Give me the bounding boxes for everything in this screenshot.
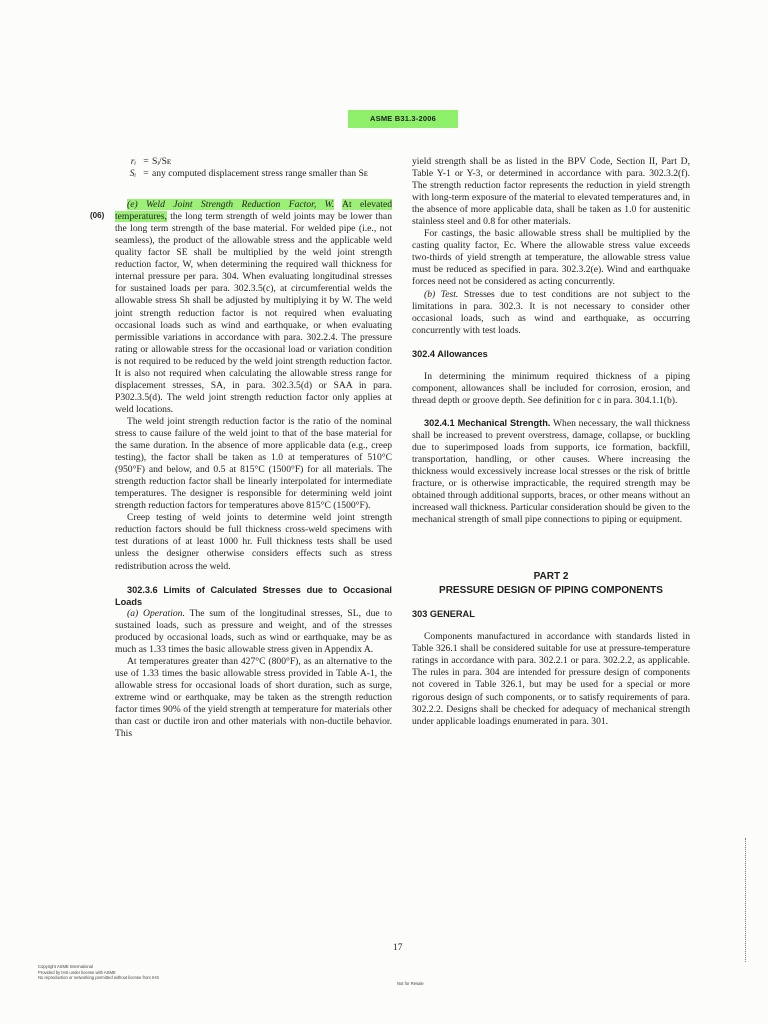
paragraph-allowances: In determining the minimum required thickness of a piping component, allowances shall be included for corrosion, erosion, and thread depth or groove depth. See definition for c in para. 304.1.1(b).	[412, 370, 690, 406]
paragraph-castings: For castings, the basic allowable stress shall be multiplied by the casting quality factor, Ec. Where the allowable stress value exceeds two-thirds of yield strength at temperature, the allowable stress value must be reduced as specified in para. 302.3.2(e). Wind and earthquake forces need not be considered as acting concurrently.	[412, 228, 690, 288]
section-302-4-heading: 302.4 Allowances	[412, 348, 488, 359]
resale-footer: Not for Resale	[397, 981, 424, 986]
equals-sign: =	[143, 168, 149, 180]
paragraph-weld-ratio: The weld joint strength reduction factor is the ratio of the nominal stress to cause failure of the weld joint to that of the base material for the same duration. In the absence of more applicable data (e.g., creep testing), the factor shall be taken as 1.0 at temperatures of 510°C (950°F) and below, and 0.5 at 815°C (1500°F) for all materials. The strength reduction factor shall be linearly interpolated for intermediate temperatures. The designer is responsible for determining weld joint strength reduction factors for temperatures above 815°C (1500°F).	[115, 415, 392, 512]
right-column	[412, 156, 690, 728]
paragraph-mechanical-text: When necessary, the wall thickness shall be increased to prevent overstress, damage, collapse, or buckling due to superimposed loads from supports, ice formation, backfill, transportation, handling, or other causes. Where increasing the thickness would excessively increase local stresses or the risk of brittle fracture, or is otherwise impracticable, the required strength may be obtained through additional supports, braces, or other means without an increased wall thickness. Particular consideration should be given to the mechanical strength of small pipe connections to piping or equipment.	[412, 417, 690, 526]
footer-line: Provided by IHS under license with ASME	[38, 969, 116, 975]
paragraph-e	[115, 199, 392, 416]
paragraph-b	[412, 289, 690, 337]
definition-text: any computed displacement stress range smaller than Sᴇ	[152, 168, 369, 180]
definition-text: Sᵢ/Sᴇ	[152, 156, 172, 167]
definition-row	[115, 156, 392, 168]
definition-row	[115, 168, 392, 180]
left-column	[115, 156, 392, 740]
footer-line: Copyright ASME International	[38, 964, 93, 969]
paragraph-b-title: (b) Test.	[424, 288, 459, 300]
part-heading-block	[412, 570, 690, 598]
highlighted-text: At elevated temperatures,	[115, 199, 392, 223]
footer-line: No reproduction or networking permitted without license from IHS	[38, 975, 160, 981]
paragraph-creep-testing: Creep testing of weld joints to determine weld joint strength reduction factors should be full thickness cross-weld specimens with test durations of at least 1000 hr. Full thickness tests shall be used unless the designer otherwise considers effects such as stress redistribution across the weld.	[115, 512, 392, 572]
definition-symbol: rᵢ	[130, 156, 136, 167]
copyright-footer	[38, 964, 159, 981]
definition-symbol: Sᵢ	[129, 168, 136, 180]
section-302-4-1-heading: 302.4.1 Mechanical Strength.	[424, 417, 551, 428]
scan-margin-mark	[739, 838, 753, 962]
paragraph-b-text: Stresses due to test conditions are not subject to the limitations in para. 302.3. It is not necessary to consider other occasional loads, such as wind and earthquake, as occurring concurrently with test loads.	[412, 288, 690, 336]
equals-sign: =	[143, 156, 149, 167]
paragraph-e-text: the long term strength of weld joints may be lower than the long term strength of the base material. For welded pipe (i.e., not seamless), the product of the allowable stress and the applicable weld quality factor SE shall be multiplied by the weld joint strength reduction factor, W, when determining the required wall thickness for internal pressure per para. 304. When evaluating longitudinal stresses for sustained loads per para. 302.3.5(c), at circumferential welds the allowable stress Sh shall be adjusted by multiplying it by W. The weld joint strength reduction factor is not required when evaluating occasional loads such as wind and earthquake, or when evaluating permissible variations in accordance with para. 302.2.4. The pressure rating or allowable stress for the occasional load or variation condition is not required to be reduced by the weld joint strength reduction factor. It is also not required when calculating the allowable stress range for displacement stresses, SA, in para. 302.3.5(d) or SAA in para. P302.3.5(d). The weld joint strength reduction factor only applies at weld locations.	[115, 211, 392, 415]
paragraph-a	[115, 608, 392, 656]
page-number: 17	[393, 943, 403, 953]
paragraph-continued: yield strength shall be as listed in the BPV Code, Section II, Part D, Table Y-1 or Y-3, or determined in accordance with para. 302.3.2(f). The strength reduction factor represents the reduction in yield strength with long-term exposure of the material to elevated temperatures and, in the absence of more applicable data, shall be taken as 1.0 for austenitic stainless steel and 0.8 for other materials.	[412, 156, 690, 228]
section-303-heading: 303 GENERAL	[412, 609, 475, 620]
paragraph-a-text: The sum of the longitudinal stresses, SL, due to sustained loads, such as pressure and weight, and of the stresses produced by occasional loads, such as wind or earthquake, may be as much as 1.33 times the basic allowable stress given in Appendix A.	[115, 607, 393, 655]
standard-header-tag: ASME B31.3-2006	[348, 110, 458, 128]
section-302-3-6-heading: 302.3.6 Limits of Calculated Stresses due to Occasional Loads	[115, 584, 392, 607]
paragraph-e-title: (e) Weld Joint Strength Reduction Factor, W.	[127, 199, 335, 211]
paragraph-303-general: Components manufactured in accordance with standards listed in Table 326.1 shall be considered suitable for use at pressure-temperature ratings in accordance with para. 302.2.1 or para. 302.2.2, as applicable. The rules in para. 304 are intended for pressure design of components not covered in Table 326.1, but may be used for a special or more rigorous design of such components, or to satisfy requirements of para. 302.2.2. Designs shall be checked for adequacy of mechanical strength under applicable loadings enumerated in para. 301.	[412, 631, 690, 727]
paragraph-mechanical-strength	[412, 417, 690, 526]
paragraph-a-title: (a) Operation.	[127, 607, 185, 619]
revision-margin-note: (06)	[90, 211, 105, 220]
part-title: PRESSURE DESIGN OF PIPING COMPONENTS	[439, 585, 663, 597]
part-label: PART 2	[533, 571, 569, 583]
paragraph-a-alternative: At temperatures greater than 427°C (800°F), as an alternative to the use of 1.33 times the basic allowable stress provided in Table A-1, the allowable stress for occasional loads of short duration, such as surge, extreme wind or earthquake, may be taken as the strength reduction factor times 90% of the yield strength at temperature for materials other than cast or ductile iron and other materials with non-ductile behavior. This	[115, 655, 392, 740]
